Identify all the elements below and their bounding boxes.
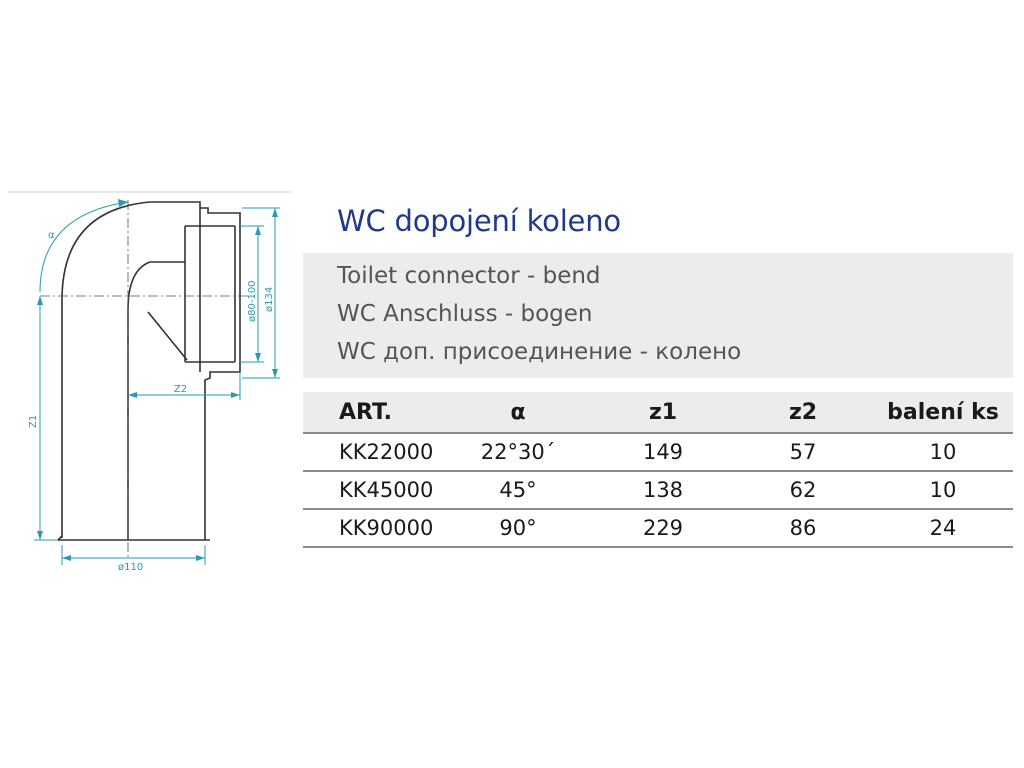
d110-label: ø110 [118, 562, 144, 573]
z2-label: Z2 [174, 384, 188, 395]
cell-z2: 86 [789, 516, 817, 540]
cell-alpha: 90° [499, 516, 537, 540]
header-baleni: balení ks [887, 399, 999, 425]
pipe-bend-drawing [0, 0, 300, 600]
header-alpha: α [510, 399, 526, 425]
product-title: WC dopojení koleno [337, 204, 621, 238]
spec-table [303, 392, 1013, 548]
table-row [303, 434, 1013, 472]
table-row [303, 472, 1013, 510]
table-header [303, 392, 1013, 434]
cell-baleni: 24 [929, 516, 957, 540]
header-z1: z1 [648, 399, 678, 425]
d134-label: ø134 [264, 286, 275, 312]
dimension-arrows [37, 199, 278, 561]
alpha-label: α [48, 230, 55, 241]
cell-art: KK45000 [339, 478, 434, 502]
d80-100-label: ø80-100 [247, 280, 258, 322]
pipe-outline [58, 202, 240, 540]
subtitle-english: Toilet connector - bend [337, 263, 601, 289]
subtitle-russian: WC доп. присоединение - колено [337, 339, 742, 365]
cell-z2: 62 [789, 478, 817, 502]
cell-z1: 229 [642, 516, 684, 540]
cell-baleni: 10 [929, 478, 957, 502]
cell-baleni: 10 [929, 440, 957, 464]
subtitle-german: WC Anschluss - bogen [337, 301, 593, 327]
cell-alpha: 22°30´ [480, 440, 556, 464]
translations-band [303, 253, 1013, 378]
cell-z1: 149 [642, 440, 684, 464]
table-row [303, 510, 1013, 548]
cell-art: KK22000 [339, 440, 434, 464]
cell-art: KK90000 [339, 516, 434, 540]
dimension-lines [34, 202, 280, 565]
cell-alpha: 45° [499, 478, 537, 502]
header-z2: z2 [788, 399, 818, 425]
cell-z1: 138 [642, 478, 684, 502]
header-art: ART. [339, 399, 393, 425]
cell-z2: 57 [789, 440, 817, 464]
z1-label: Z1 [28, 414, 39, 428]
centerlines [40, 200, 250, 560]
